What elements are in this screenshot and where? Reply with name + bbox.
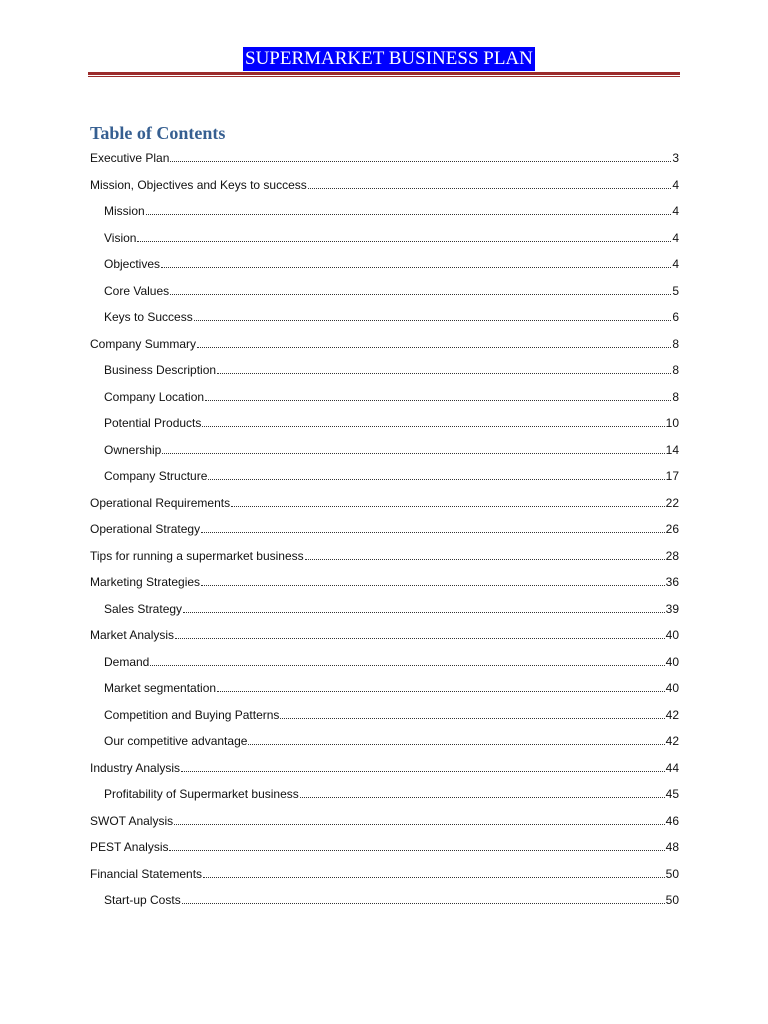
toc-entry-page-number: 26 [665, 522, 679, 536]
toc-entry-label: Operational Strategy [90, 522, 201, 536]
toc-entry[interactable] [104, 282, 679, 298]
toc-entry[interactable] [104, 679, 679, 695]
toc-entry-page-number: 48 [665, 840, 679, 854]
toc-dot-leader [169, 849, 664, 851]
toc-entry-page-number: 50 [665, 893, 679, 907]
toc-entry-label: Market Analysis [90, 628, 175, 642]
toc-entry-label: Business Description [104, 363, 217, 377]
toc-dot-leader [203, 876, 665, 878]
toc-entry-page-number: 8 [672, 336, 679, 351]
toc-entry-label: SWOT Analysis [90, 813, 174, 828]
toc-entry-label: Mission [104, 204, 145, 218]
toc-entry[interactable] [104, 441, 679, 457]
toc-entry-page-number: 4 [672, 230, 679, 245]
toc-entry[interactable] [104, 202, 679, 218]
toc-entry[interactable] [104, 388, 679, 404]
toc-entry-label: Company Location [104, 389, 205, 404]
title-divider [88, 72, 680, 75]
toc-entry-label: Mission, Objectives and Keys to success [90, 177, 307, 192]
toc-dot-leader [300, 796, 665, 798]
toc-entry-page-number: 17 [665, 469, 679, 483]
toc-entry-label: Competition and Buying Patterns [104, 707, 280, 722]
toc-entry-page-number: 14 [665, 442, 679, 457]
toc-entry[interactable] [104, 653, 679, 669]
toc-entry-label: Operational Requirements [90, 495, 231, 510]
toc-entry-page-number: 50 [665, 866, 679, 881]
toc-entry-label: Industry Analysis [90, 760, 181, 775]
toc-entry-page-number: 22 [665, 495, 679, 510]
toc-entry-page-number: 40 [665, 654, 679, 669]
toc-entry-label: Sales Strategy [104, 601, 183, 616]
toc-dot-leader [201, 584, 665, 586]
toc-entry[interactable] [104, 732, 679, 748]
toc-entry[interactable] [90, 176, 679, 192]
toc-entry[interactable] [90, 573, 679, 589]
toc-entry[interactable] [90, 626, 679, 642]
toc-dot-leader [217, 372, 671, 374]
toc-entry-page-number: 42 [665, 707, 679, 722]
toc-dot-leader [248, 743, 664, 745]
toc-dot-leader [205, 399, 671, 401]
toc-dot-leader [175, 637, 665, 639]
toc-entry-page-number: 42 [665, 734, 679, 748]
toc-entry[interactable] [104, 467, 679, 483]
toc-entry-page-number: 40 [665, 681, 679, 695]
toc-dot-leader [208, 478, 664, 480]
toc-entry-label: Financial Statements [90, 866, 203, 881]
toc-entry-label: Core Values [104, 283, 170, 298]
toc-entry[interactable] [104, 600, 679, 616]
toc-entry-label: Company Summary [90, 336, 197, 351]
toc-entry-label: Executive Plan [90, 151, 170, 165]
toc-dot-leader [162, 452, 664, 454]
toc-dot-leader [183, 611, 665, 613]
toc-dot-leader [197, 346, 671, 348]
toc-entry-label: PEST Analysis [90, 840, 169, 854]
toc-dot-leader [181, 770, 665, 772]
toc-entry[interactable] [90, 520, 679, 536]
toc-entry-page-number: 28 [665, 548, 679, 563]
toc-entry-label: Potential Products [104, 416, 202, 430]
toc-dot-leader [161, 266, 671, 268]
toc-entry[interactable] [90, 812, 679, 828]
toc-entry[interactable] [104, 361, 679, 377]
toc-entry-label: Market segmentation [104, 681, 217, 695]
toc-entry-page-number: 8 [672, 389, 679, 404]
toc-entry-page-number: 44 [665, 760, 679, 775]
toc-dot-leader [308, 187, 672, 189]
toc-dot-leader [231, 505, 665, 507]
toc-dot-leader [280, 717, 664, 719]
toc-dot-leader [305, 558, 665, 560]
toc-entry-label: Ownership [104, 442, 162, 457]
toc-entry[interactable] [90, 335, 679, 351]
toc-entry-label: Keys to Success [104, 310, 193, 324]
toc-entry[interactable] [104, 255, 679, 271]
toc-entry[interactable] [90, 547, 679, 563]
toc-entry-page-number: 3 [672, 151, 679, 165]
toc-entry-label: Marketing Strategies [90, 575, 201, 589]
toc-entry-label: Start-up Costs [104, 893, 181, 907]
toc-dot-leader [170, 293, 671, 295]
toc-entry-page-number: 8 [672, 363, 679, 377]
toc-entry[interactable] [90, 759, 679, 775]
toc-entry-label: Vision [104, 230, 137, 245]
toc-entry[interactable] [104, 891, 679, 907]
toc-entry[interactable] [90, 494, 679, 510]
toc-entry-page-number: 10 [665, 416, 679, 430]
toc-entry[interactable] [90, 149, 679, 165]
toc-entry-label: Objectives [104, 257, 161, 271]
toc-entry[interactable] [104, 414, 679, 430]
toc-dot-leader [174, 823, 665, 825]
toc-dot-leader [217, 690, 665, 692]
toc-entry-label: Company Structure [104, 469, 208, 483]
toc-dot-leader [201, 531, 665, 533]
toc-entry[interactable] [104, 706, 679, 722]
toc-entry[interactable] [104, 229, 679, 245]
toc-dot-leader [182, 902, 665, 904]
toc-entry-page-number: 4 [672, 177, 679, 192]
toc-entry-page-number: 40 [665, 628, 679, 642]
toc-dot-leader [202, 425, 664, 427]
document-title: SUPERMARKET BUSINESS PLAN [245, 48, 533, 69]
toc-entry-label: Our competitive advantage [104, 734, 248, 748]
toc-entry[interactable] [104, 308, 679, 324]
toc-entry[interactable] [90, 838, 679, 854]
toc-entry-page-number: 4 [672, 204, 679, 218]
title-divider-thin [88, 76, 680, 77]
toc-entry-page-number: 36 [665, 575, 679, 589]
toc-dot-leader [137, 240, 671, 242]
toc-dot-leader [194, 319, 672, 321]
toc-dot-leader [170, 160, 671, 162]
toc-entry[interactable] [104, 785, 679, 801]
toc-entry-page-number: 5 [672, 283, 679, 298]
toc-entry-label: Demand [104, 654, 150, 669]
toc-dot-leader [150, 664, 664, 666]
toc-entry-page-number: 46 [665, 813, 679, 828]
toc-entry-label: Profitability of Supermarket business [104, 787, 299, 801]
toc-entry-page-number: 39 [665, 601, 679, 616]
toc-dot-leader [146, 213, 672, 215]
toc-entry-page-number: 4 [672, 257, 679, 271]
toc-entry-page-number: 45 [665, 787, 679, 801]
toc-entry[interactable] [90, 865, 679, 881]
toc-entry-label: Tips for running a supermarket business [90, 548, 304, 563]
toc-entry-page-number: 6 [672, 310, 679, 324]
toc-heading: Table of Contents [90, 123, 226, 143]
